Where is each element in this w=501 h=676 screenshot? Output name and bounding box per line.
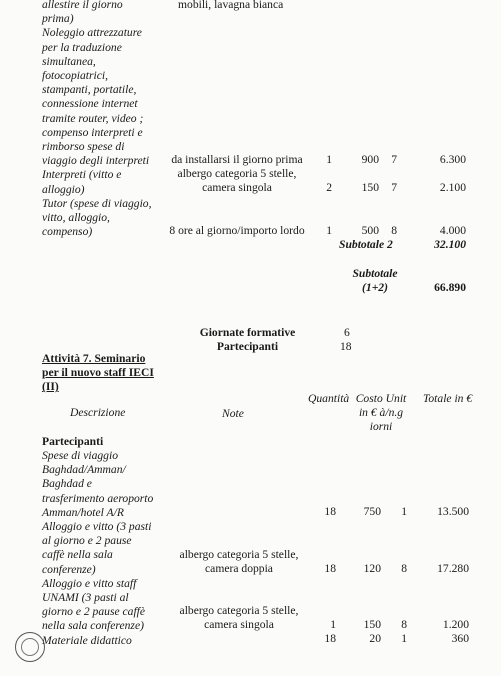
desc-line: Baghdad/Amman/ bbox=[42, 463, 126, 477]
note-cell bbox=[152, 224, 322, 238]
note-line: albergo categoria 5 stelle, bbox=[179, 604, 299, 617]
header-unit-cost-line: iorni bbox=[369, 420, 393, 434]
desc-line: fotocopiatrici, bbox=[42, 69, 109, 83]
stamp-icon bbox=[15, 632, 45, 662]
desc-line: conferenze) bbox=[42, 562, 96, 576]
desc-line: Alloggio e vitto (3 pasti bbox=[42, 520, 152, 534]
header-description: Descrizione bbox=[70, 406, 126, 419]
note-line: camera singola bbox=[202, 181, 272, 195]
activity-title-line: (II) bbox=[42, 380, 59, 394]
desc-line: giorno e 2 pause caffè bbox=[42, 605, 146, 619]
desc-line: Interpreti (vitto e bbox=[42, 168, 122, 182]
desc-line: prima) bbox=[42, 12, 74, 26]
total-cell: 13.500 bbox=[437, 505, 469, 518]
desc-line: alloggio) bbox=[42, 182, 85, 196]
note-line: albergo categoria 5 stelle, bbox=[179, 548, 299, 561]
total-cell: 17.280 bbox=[437, 562, 469, 575]
note-line: camera doppia bbox=[205, 562, 273, 576]
desc-line: compenso) bbox=[42, 225, 93, 239]
units-cell: 8 bbox=[401, 562, 407, 575]
desc-line: vitto, alloggio, bbox=[42, 211, 110, 225]
participants-description-column bbox=[42, 449, 153, 648]
desc-line: simultanea, bbox=[42, 54, 96, 68]
desc-line: Noleggio attrezzature bbox=[42, 26, 142, 40]
header-quantity: Quantità bbox=[308, 392, 350, 405]
desc-line: per la traduzione bbox=[42, 40, 122, 54]
section-title: Partecipanti bbox=[42, 435, 104, 448]
subtotal-label-line: (1+2) bbox=[362, 281, 388, 295]
desc-line: Baghdad e bbox=[42, 477, 92, 491]
desc-line: nella sala conferenze) bbox=[42, 619, 144, 633]
desc-line: Spese di viaggio bbox=[42, 449, 118, 462]
unit-cost-cell: 900 bbox=[361, 153, 379, 166]
total-cell: 1.200 bbox=[442, 618, 469, 631]
note-line: albergo categoria 5 stelle, bbox=[177, 167, 297, 180]
subtotal-1-2-label bbox=[340, 267, 410, 295]
units-cell: 8 bbox=[401, 618, 407, 631]
participants-summary-value: 18 bbox=[340, 340, 352, 353]
desc-line: allestire il giorno bbox=[42, 0, 123, 11]
subtotal-1-2-value: 66.890 bbox=[434, 281, 466, 294]
desc-line: connessione internet bbox=[42, 97, 138, 111]
header-unit-cost-line: Costo Unit bbox=[355, 392, 407, 405]
desc-line: caffè nella sala bbox=[42, 548, 113, 562]
note-line: da installarsi il giorno prima bbox=[171, 153, 303, 166]
training-days-value: 6 bbox=[344, 326, 350, 339]
units-cell: 7 bbox=[391, 181, 397, 194]
total-cell: 4.000 bbox=[439, 224, 466, 237]
quantity-cell: 18 bbox=[324, 632, 336, 645]
quantity-cell: 18 bbox=[324, 505, 336, 518]
unit-cost-cell: 150 bbox=[363, 618, 381, 631]
subtotal-2-value: 32.100 bbox=[434, 238, 466, 251]
total-cell: 360 bbox=[451, 632, 469, 645]
quantity-cell: 1 bbox=[326, 224, 332, 237]
header-unit-cost bbox=[348, 392, 414, 435]
unit-cost-cell: 500 bbox=[361, 224, 379, 237]
activity-title-line: Attività 7. Seminario bbox=[42, 352, 146, 365]
participants-summary-label: Partecipanti bbox=[216, 340, 279, 353]
desc-line: stampanti, portatile, bbox=[42, 83, 137, 97]
desc-line: compenso interpreti e bbox=[42, 125, 143, 139]
desc-line: viaggio degli interpreti bbox=[42, 154, 150, 168]
desc-line: Tutor (spese di viaggio, bbox=[42, 196, 152, 210]
unit-cost-cell: 120 bbox=[363, 562, 381, 575]
note-cell bbox=[152, 153, 322, 167]
unit-cost-cell: 20 bbox=[369, 632, 381, 645]
subtotal-2-label: Subtotale 2 bbox=[339, 238, 393, 251]
units-cell: 7 bbox=[391, 153, 397, 166]
note-cell bbox=[155, 548, 323, 576]
desc-line: trasferimento aeroporto bbox=[42, 491, 154, 505]
quantity-cell: 18 bbox=[324, 562, 336, 575]
training-days-label: Giornate formative bbox=[199, 326, 296, 339]
note-line: camera singola bbox=[204, 618, 274, 632]
total-cell: 6.300 bbox=[439, 153, 466, 166]
quantity-cell: 1 bbox=[330, 618, 336, 631]
desc-line: Materiale didattico bbox=[42, 633, 132, 647]
description-cell-continued bbox=[42, 0, 152, 239]
note-cell bbox=[152, 167, 322, 195]
units-cell: 1 bbox=[401, 632, 407, 645]
desc-line: Amman/hotel A/R bbox=[42, 505, 124, 519]
desc-line: UNAMI (3 pasti al bbox=[42, 591, 129, 605]
note-line: 8 ore al giorno/importo lordo bbox=[169, 224, 305, 237]
header-notes: Note bbox=[222, 407, 244, 420]
activity-title-line: per il nuovo staff IECI bbox=[42, 366, 154, 380]
note-cell bbox=[155, 604, 323, 632]
note-cell-continued: mobili, lavagna bianca bbox=[178, 0, 284, 11]
desc-line: Alloggio e vitto staff bbox=[42, 576, 137, 590]
desc-line: al giorno e 2 pause bbox=[42, 534, 132, 548]
total-cell: 2.100 bbox=[439, 181, 466, 194]
unit-cost-cell: 750 bbox=[363, 505, 381, 518]
quantity-cell: 1 bbox=[326, 153, 332, 166]
quantity-cell: 2 bbox=[326, 181, 332, 194]
header-unit-cost-line: in € à/n.g bbox=[358, 406, 404, 420]
units-cell: 1 bbox=[401, 505, 407, 518]
units-cell: 8 bbox=[391, 224, 397, 237]
activity-title bbox=[42, 352, 154, 395]
desc-line: rimborso spese di bbox=[42, 140, 125, 154]
subtotal-label-line: Subtotale bbox=[352, 267, 398, 280]
header-total: Totale in € bbox=[423, 392, 473, 405]
desc-line: tramite router, video ; bbox=[42, 111, 144, 125]
unit-cost-cell: 150 bbox=[361, 181, 379, 194]
